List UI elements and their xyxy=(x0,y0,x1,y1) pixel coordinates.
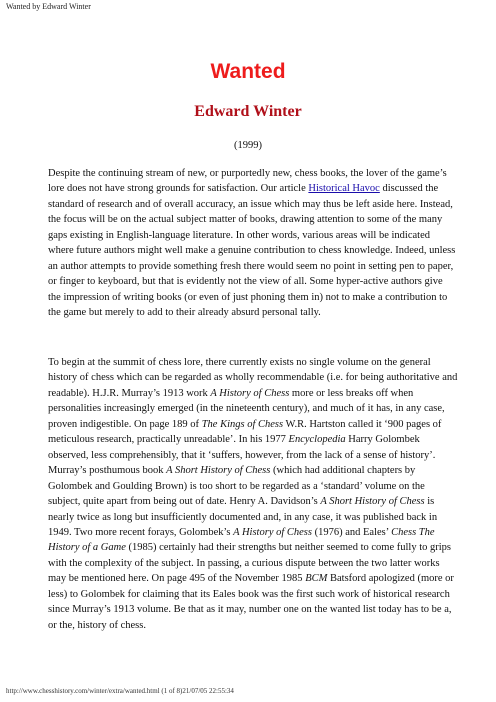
article-author: Edward Winter xyxy=(194,103,302,120)
text-run: more or less breaks off when personalities increasingly emerged (in the nineteenth century), and much of it has, in any case, proven indigestible. On page 189 of xyxy=(48,387,445,430)
book-title: A History of Chess xyxy=(210,387,290,399)
text-run: To begin at the summit of chess lore, there currently exists no single volume on the general history of chess which can be regarded as wholly recommendable (i.e. for being authoritative and readable). H.J.R. Murray’s 1913 work xyxy=(48,357,458,399)
book-title: Encyclopedia xyxy=(288,434,346,446)
paragraph-history xyxy=(48,355,458,633)
text-run: (1985) certainly had their strengths but neither seemed to come fully to grips with the complexity of the subject. In passing, a curious dispute between the two latter works may be mentioned here. On page 495 of the November 1985 xyxy=(48,542,451,585)
text-run: discussed the standard of research and of overall accuracy, an issue which may thus be left aside here. Instead, the focus will be on the actual subject matter of books, drawing attention to some of the many gaps existing in English-language literature. In other words, various areas will be indicated where future authors might well make a genuine contribution to chess knowledge. Indeed, unless an author attempts to provide something fresh there would seem no point in setting pen to paper, or finger to keyboard, but that is evidently not the view of all. Some hyper-active authors give the impression of writing books (or even of just phoning them in) not to make a contribution to the game but merely to add to their already absurd personal tally. xyxy=(48,183,456,319)
book-title: A Short History of Chess xyxy=(320,496,425,508)
text-run: Harry Golombek observed, less comprehensibly, that it ‘suffers, however, from the lack of a sense of history’. Murray’s posthumous book xyxy=(48,434,436,477)
text-run: W.R. Hartston called it ‘900 pages of meticulous research, practically unreadable’. In his 1977 xyxy=(48,418,442,446)
text-run: Despite the continuing stream of new, or purportedly new, chess books, the lover of the game’s lore does not have strong grounds for satisfaction. Our article xyxy=(48,168,447,195)
paragraph-intro xyxy=(48,166,458,321)
book-title: A Short History of Chess xyxy=(166,465,271,477)
article-year: (1999) xyxy=(234,140,262,151)
text-run: is nearly twice as long but insufficiently documented and, in any case, it was published back in 1949. Two more recent forays, Golombek’s xyxy=(48,496,438,538)
magazine-title: BCM xyxy=(305,573,328,585)
historical-havoc-link[interactable]: Historical Havoc xyxy=(308,183,380,195)
book-title: A History of Chess xyxy=(233,526,312,538)
book-title: The Kings of Chess xyxy=(201,418,284,430)
article-title: Wanted xyxy=(210,60,286,83)
running-head: Wanted by Edward Winter xyxy=(6,2,91,11)
text-run: (which had additional chapters by Golombek and Goulding Brown) is too short to be regarded as a ‘standard’ volume on the subject, quite apart from being out of date. Henry A. Davidson’s xyxy=(48,465,425,508)
book-title: Chess The History of a Game xyxy=(48,526,435,554)
page-footer-url: http://www.chesshistory.com/winter/extra/wanted.html (1 of 8)21/07/05 22:55:34 xyxy=(6,687,234,695)
text-run: Batsford apologized (more or less) to Golombek for claiming that its Eales book was the first such work of historical research since Murray’s 1913 volume. Be that as it may, number one on the wanted list today has to be a, or the, history of chess. xyxy=(48,573,454,631)
text-run: (1976) and Eales’ xyxy=(311,526,392,538)
